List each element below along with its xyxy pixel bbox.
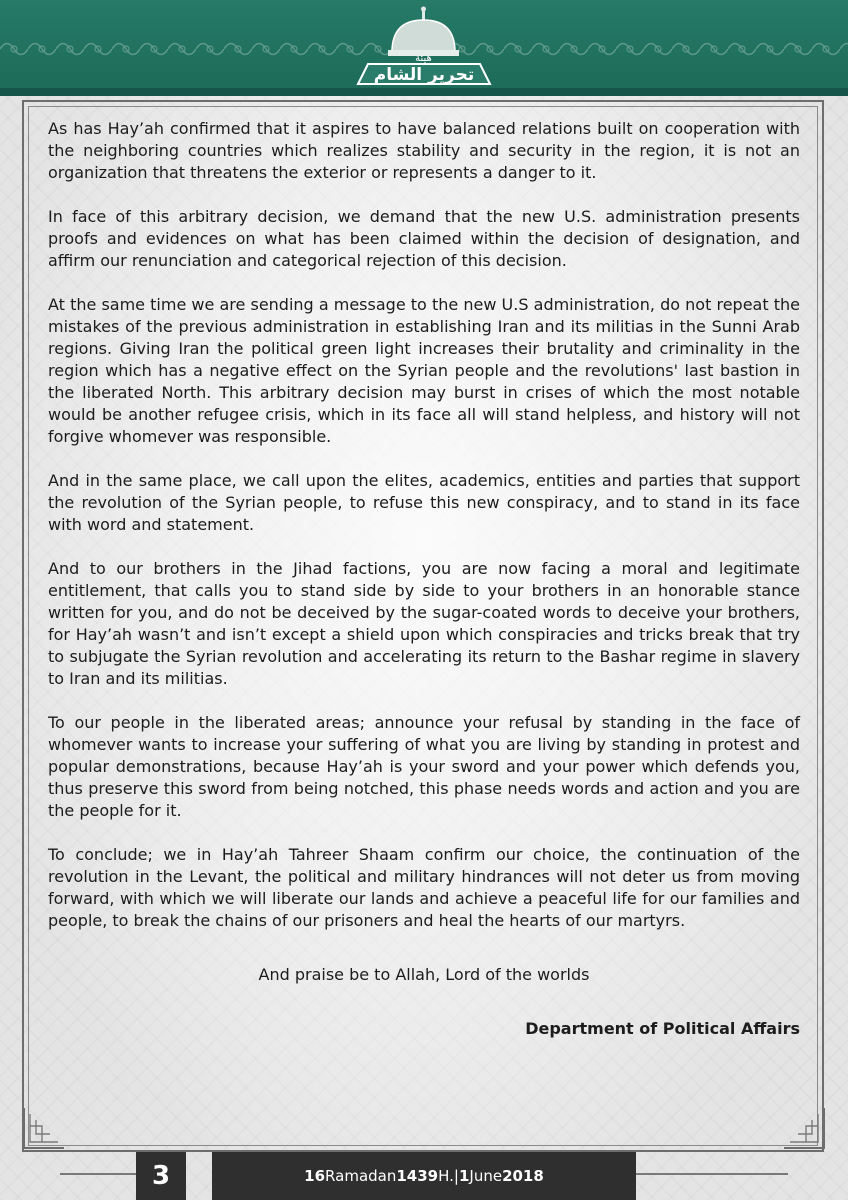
footer-rule-right (636, 1173, 788, 1175)
logo-text-top: هيئة (415, 53, 432, 64)
date-month: Ramadan (325, 1167, 397, 1185)
signature: Department of Political Affairs (525, 1019, 800, 1038)
organization-logo (344, 6, 504, 94)
footer-rule-left (60, 1173, 136, 1175)
paragraph: And to our brothers in the Jihad factions, you are now facing a moral and legitimate entitlement, that calls you to stand side by side to your brothers in an honorable stance written for you, and do not be deceived by the sugar-coated words to deceive your brothers, for Hay’ah wasn’t and isn’t except a shield upon which conspiracies and tricks break that try to subjugate the Syrian revolution and accelerating its return to the Bashar regime in slavery to Iran and its militias. (48, 559, 800, 688)
closing-line: And praise be to Allah, Lord of the worlds (258, 965, 590, 984)
paragraph: To conclude; we in Hay’ah Tahreer Shaam confirm our choice, the continuation of the revolution in the Levant, the political and military hindrances will not deter us from moving forward, with which we will liberate our lands and achieve a peaceful life for our families and people, to break the chains of our prisoners and heal the hearts of our martyrs. (48, 845, 800, 930)
date-greg-month: June (469, 1167, 503, 1185)
date-greg-day: 1 (458, 1167, 470, 1185)
paragraph: In face of this arbitrary decision, we demand that the new U.S. administration presents proofs and evidences on what has been claimed within the decision of designation, and affirm our renunciation and categorical rejection of this decision. (48, 207, 800, 270)
date-hijri-suffix: H.| (438, 1167, 459, 1185)
paragraph: At the same time we are sending a message to the new U.S administration, do not repeat the mistakes of the previous administration in establishing Iran and its militias in the Sunni Arab regions. Giving Iran the political green light increases their brutality and criminality in the region which has a negative effect on the Syrian people and the revolutions' last bastion in the liberated North. This arbitrary decision may burst in crises of which the most notable would be another refugee crisis, which in its face all will stand helpless, and history will not forgive whomever was responsible. (48, 295, 800, 446)
footer-date (212, 1152, 636, 1200)
date-hijri-year: 1439 (396, 1167, 439, 1185)
corner-ornament-icon (782, 1106, 826, 1150)
paragraph: To our people in the liberated areas; announce your refusal by standing in the face of whomever wants to increase your suffering of what you are living by standing in protest and popular demonstrations, because Hay’ah is your sword and your power which defends you, thus preserve this sword from being notched, this phase needs words and action and you are the people for it. (48, 713, 800, 820)
page-number: 3 (136, 1152, 186, 1200)
corner-ornament-icon (22, 1106, 66, 1150)
letter-body (48, 118, 800, 1062)
date-greg-year: 2018 (502, 1167, 544, 1185)
paragraph: And in the same place, we call upon the elites, academics, entities and parties that support the revolution of the Syrian people, to refuse this new conspiracy, and to stand in its face with word and statement. (48, 471, 800, 534)
paragraph: As has Hay’ah confirmed that it aspires to have balanced relations built on cooperation with the neighboring countries which realizes stability and security in the region, it is not an organization that threatens the exterior or represents a danger to it. (48, 119, 800, 182)
date-day: 16 (304, 1167, 326, 1185)
logo-text-main: تحرير الشام (373, 65, 475, 85)
